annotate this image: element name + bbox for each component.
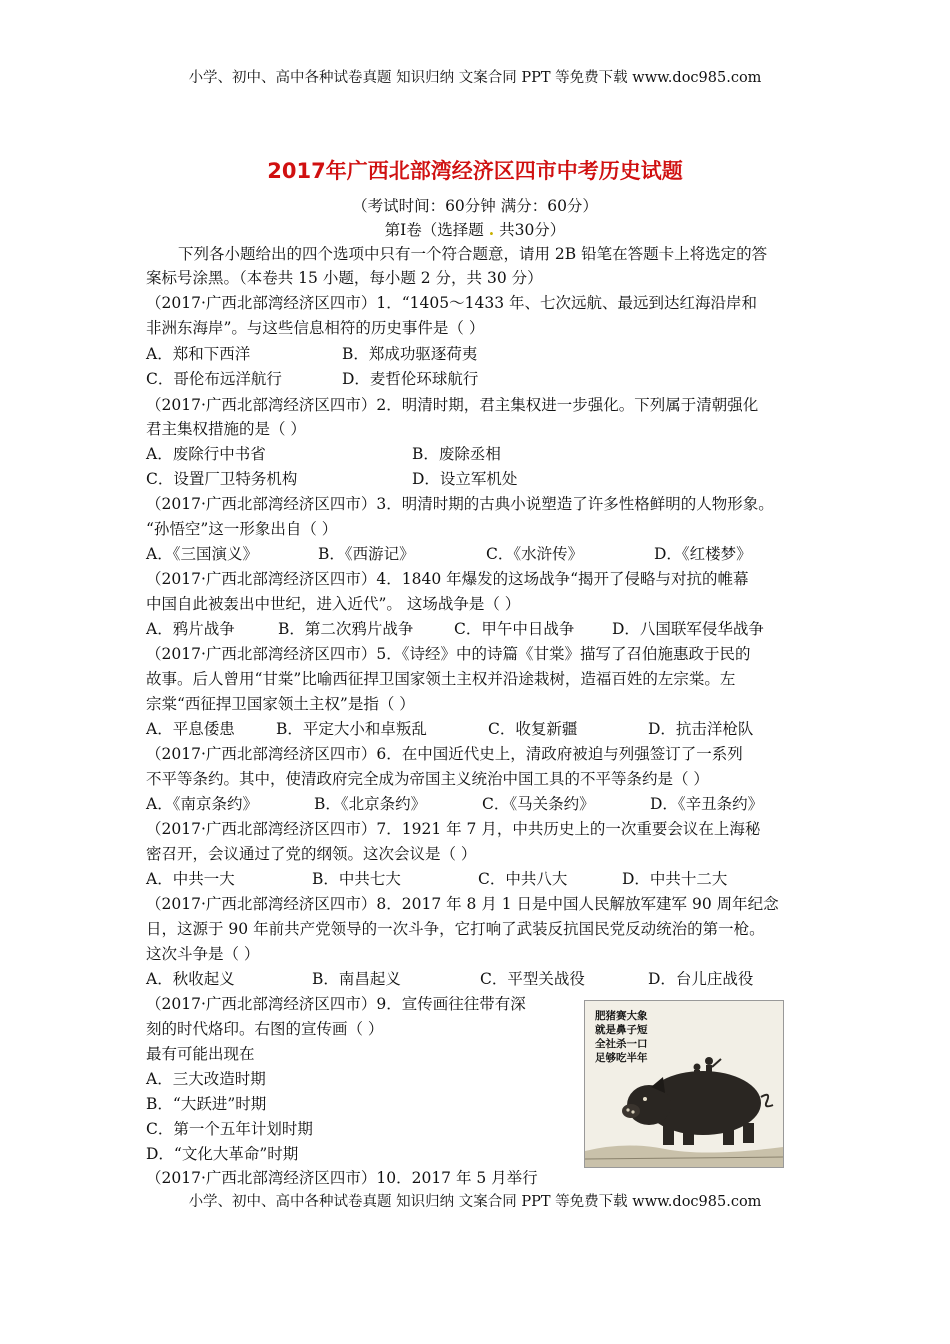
question-5-option-c[interactable]: C．收复新疆 bbox=[488, 720, 578, 738]
question-5-line-2: 故事。后人曾用“甘棠”比喻西征捍卫国家领土主权并沿途栽树，造福百姓的左宗棠。左 bbox=[146, 670, 736, 688]
question-3-option-d[interactable]: D．《红楼梦》 bbox=[654, 545, 752, 563]
question-9-option-a[interactable]: A．三大改造时期 bbox=[146, 1070, 266, 1088]
question-1-option-a[interactable]: A．郑和下西洋 bbox=[146, 345, 251, 363]
question-2-line-2: 君主集权措施的是（ ） bbox=[146, 420, 306, 438]
question-6-line-1: （2017·广西北部湾经济区四市）6．在中国近代史上，清政府被迫与列强签订了一系列 bbox=[146, 745, 743, 763]
section-title bbox=[0, 220, 950, 240]
question-1-option-c[interactable]: C．哥伦布远洋航行 bbox=[146, 370, 282, 388]
instructions-line-2: 案标号涂黑。（本卷共 15 小题，每小题 2 分，共 30 分） bbox=[146, 269, 543, 287]
question-3-option-b[interactable]: B．《西游记》 bbox=[318, 545, 415, 563]
question-4-option-b[interactable]: B．第二次鸦片战争 bbox=[278, 620, 414, 638]
question-4-line-2: 中国自此被轰出中世纪，进入近代”。 这场战争是（ ） bbox=[146, 595, 521, 613]
question-5-option-b[interactable]: B．平定大小和卓叛乱 bbox=[276, 720, 427, 738]
question-8-option-d[interactable]: D．台儿庄战役 bbox=[648, 970, 754, 988]
question-8-line-1: （2017·广西北部湾经济区四市）8．2017 年 8 月 1 日是中国人民解放军建军 90 周年纪念 bbox=[146, 895, 779, 913]
exam-title: 2017年广西北部湾经济区四市中考历史试题 bbox=[267, 159, 683, 183]
decorative-dot-icon: . bbox=[488, 220, 495, 239]
question-6-option-c[interactable]: C．《马关条约》 bbox=[482, 795, 595, 813]
question-7-option-c[interactable]: C．中共八大 bbox=[478, 870, 568, 888]
question-7-line-1: （2017·广西北部湾经济区四市）7．1921 年 7 月，中共历史上的一次重要会议在上海秘 bbox=[146, 820, 761, 838]
question-6-line-2: 不平等条约。其中，使清政府完全成为帝国主义统治中国工具的不平等条约是（ ） bbox=[146, 770, 709, 788]
question-7-option-a[interactable]: A．中共一大 bbox=[146, 870, 235, 888]
question-6-option-a[interactable]: A．《南京条约》 bbox=[146, 795, 258, 813]
question-5-line-3: 宗棠“西征捍卫国家领土主权”是指（ ） bbox=[146, 695, 415, 713]
instructions-line-1: 下列各小题给出的四个选项中只有一个符合题意，请用 2B 铅笔在答题卡上将选定的答 bbox=[178, 245, 768, 263]
question-3-option-a[interactable]: A．《三国演义》 bbox=[146, 545, 258, 563]
question-8-line-3: 这次斗争是（ ） bbox=[146, 945, 260, 963]
question-10-line-1: （2017·广西北部湾经济区四市）10．2017 年 5 月举行 bbox=[146, 1169, 538, 1187]
question-3-line-2: “孙悟空”这一形象出自（ ） bbox=[146, 520, 338, 538]
propaganda-poster-image bbox=[584, 1000, 784, 1168]
question-9-line-2: 刻的时代烙印。右图的宣传画（ ） bbox=[146, 1020, 384, 1038]
question-2-options-row-2 bbox=[146, 469, 517, 489]
question-3-option-c[interactable]: C．《水浒传》 bbox=[486, 545, 584, 563]
question-1-line-1: （2017·广西北部湾经济区四市）1．“1405～1433 年、七次远航、最远到达红海沿岸和 bbox=[146, 294, 757, 312]
question-7-line-2: 密召开，会议通过了党的纲领。这次会议是（ ） bbox=[146, 845, 477, 863]
question-2-option-c[interactable]: C．设置厂卫特务机构 bbox=[146, 470, 298, 488]
poster-caption-line-4: 足够吃半年 bbox=[595, 1052, 648, 1064]
exam-info: （考试时间：60分钟 满分：60分） bbox=[352, 197, 598, 215]
section-title-part-a: 第Ⅰ卷（选择题 bbox=[384, 221, 484, 239]
question-4-option-a[interactable]: A．鸦片战争 bbox=[146, 620, 235, 638]
question-2-line-1: （2017·广西北部湾经济区四市）2．明清时期，君主集权进一步强化。下列属于清朝强化 bbox=[146, 396, 759, 414]
question-9-line-3: 最有可能出现在 bbox=[146, 1045, 255, 1063]
question-8-option-b[interactable]: B．南昌起义 bbox=[312, 970, 401, 988]
question-2-options-row-1 bbox=[146, 444, 501, 464]
question-8-option-a[interactable]: A．秋收起义 bbox=[146, 970, 235, 988]
question-2-option-a[interactable]: A．废除行中书省 bbox=[146, 445, 266, 463]
question-5-line-1: （2017·广西北部湾经济区四市）5．《诗经》中的诗篇《甘棠》描写了召伯施惠政于民的 bbox=[146, 645, 751, 663]
question-6-option-d[interactable]: D．《辛丑条约》 bbox=[650, 795, 764, 813]
question-9-option-d[interactable]: D．“文化大革命”时期 bbox=[146, 1145, 299, 1163]
poster-caption-line-2: 就是鼻子短 bbox=[595, 1024, 648, 1036]
question-6-options bbox=[146, 794, 763, 814]
question-6-option-b[interactable]: B．《北京条约》 bbox=[314, 795, 427, 813]
question-4-line-1: （2017·广西北部湾经济区四市）4．1840 年爆发的这场战争“揭开了侵略与对抗的帷幕 bbox=[146, 570, 749, 588]
question-1-options-row-2 bbox=[146, 369, 478, 389]
question-7-options bbox=[146, 869, 727, 889]
section-title-part-b: 共30分） bbox=[499, 221, 566, 239]
question-1-option-b[interactable]: B．郑成功驱逐荷夷 bbox=[342, 345, 478, 363]
poster-caption-line-1: 肥猪赛大象 bbox=[595, 1010, 648, 1022]
question-4-options bbox=[146, 619, 764, 639]
question-1-option-d[interactable]: D．麦哲伦环球航行 bbox=[342, 370, 479, 388]
question-9-option-c[interactable]: C．第一个五年计划时期 bbox=[146, 1120, 313, 1138]
question-2-option-d[interactable]: D．设立军机处 bbox=[412, 470, 518, 488]
page-footer: 小学、初中、高中各种试卷真题 知识归纳 文案合同 PPT 等免费下载 www.doc985.com bbox=[188, 1194, 762, 1210]
question-9-option-b[interactable]: B．“大跃进”时期 bbox=[146, 1095, 267, 1113]
question-4-option-c[interactable]: C．甲午中日战争 bbox=[454, 620, 575, 638]
question-7-option-d[interactable]: D．中共十二大 bbox=[622, 870, 728, 888]
page-header: 小学、初中、高中各种试卷真题 知识归纳 文案合同 PPT 等免费下载 www.doc985.com bbox=[188, 70, 762, 86]
question-3-options bbox=[146, 544, 752, 564]
question-1-options-row-1 bbox=[146, 344, 477, 364]
question-9-line-1: （2017·广西北部湾经济区四市）9．宣传画往往带有深 bbox=[146, 995, 526, 1013]
question-2-option-b[interactable]: B．废除丞相 bbox=[412, 445, 501, 463]
question-8-options bbox=[146, 969, 753, 989]
question-3-line-1: （2017·广西北部湾经济区四市）3．明清时期的古典小说塑造了许多性格鲜明的人物形象。 bbox=[146, 495, 774, 513]
poster-caption-line-3: 全社杀一口 bbox=[595, 1038, 648, 1050]
question-1-line-2: 非洲东海岸”。与这些信息相符的历史事件是（ ） bbox=[146, 319, 485, 337]
question-8-line-2: 日，这源于 90 年前共产党领导的一次斗争，它打响了武装反抗国民党反动统治的第一枪。 bbox=[146, 920, 765, 938]
question-7-option-b[interactable]: B．中共七大 bbox=[312, 870, 401, 888]
question-4-option-d[interactable]: D．八国联军侵华战争 bbox=[612, 620, 764, 638]
question-5-option-d[interactable]: D．抗击洋枪队 bbox=[648, 720, 754, 738]
question-5-options bbox=[146, 719, 753, 739]
question-5-option-a[interactable]: A．平息倭患 bbox=[146, 720, 235, 738]
pig-illustration-icon bbox=[585, 1001, 783, 1167]
question-8-option-c[interactable]: C．平型关战役 bbox=[480, 970, 585, 988]
